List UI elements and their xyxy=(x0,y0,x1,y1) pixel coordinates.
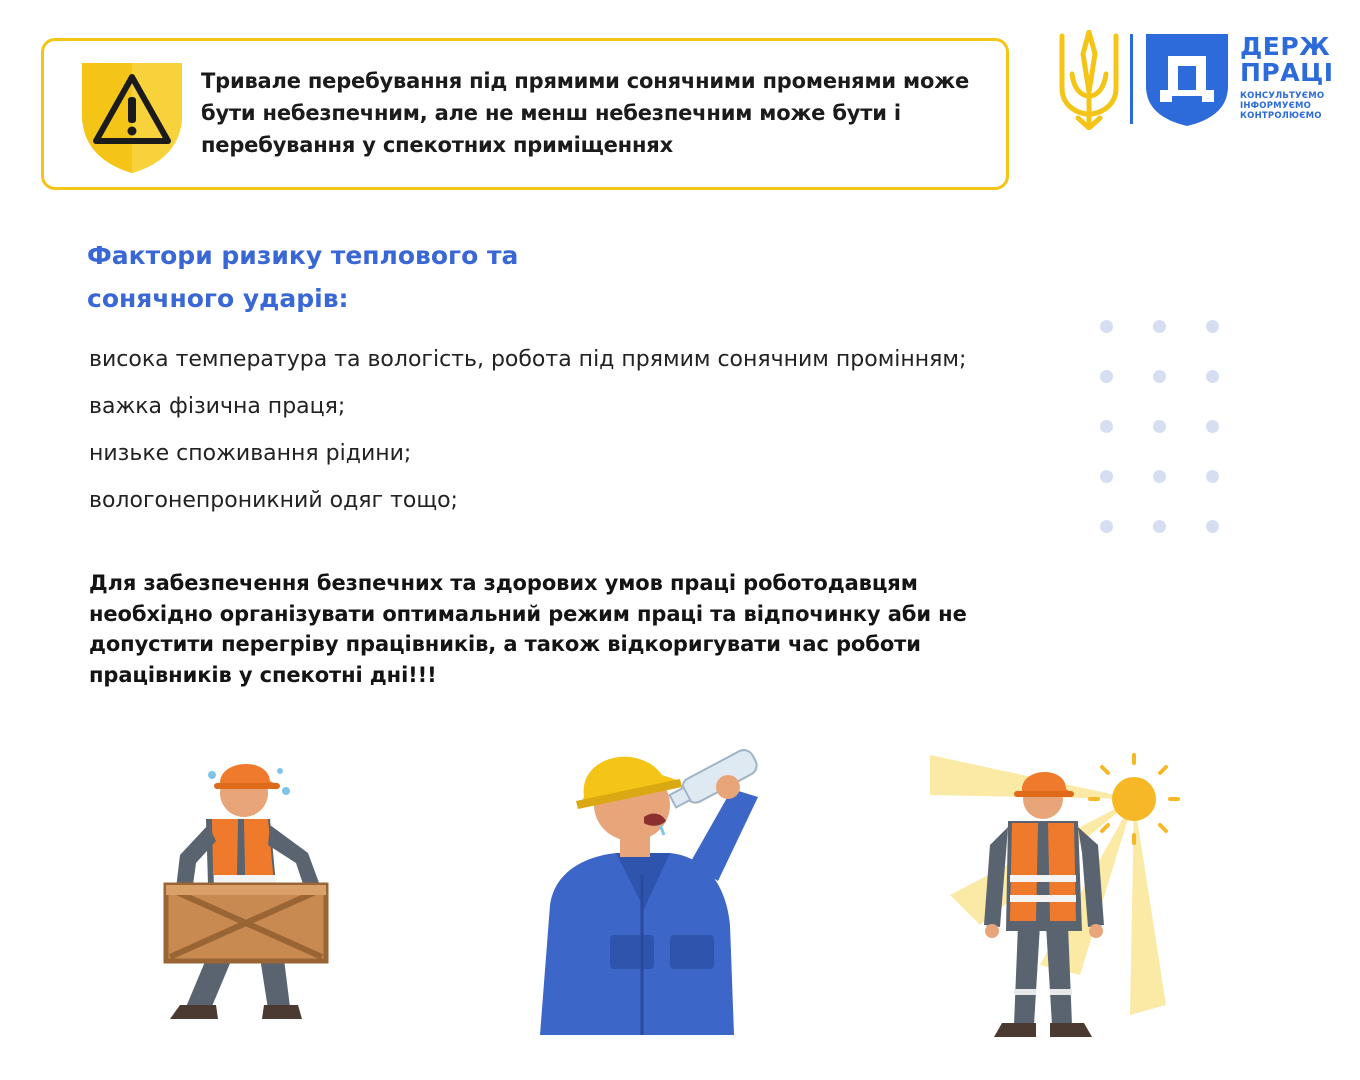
logo-tagline xyxy=(1240,91,1324,121)
decorative-dots xyxy=(1100,320,1220,534)
logo-tagline-line3: КОНТРОЛЮЄМО xyxy=(1240,111,1322,121)
list-item: вологонепроникний одяг тощо; xyxy=(89,488,458,513)
worker-carrying-box-illustration xyxy=(140,735,360,1045)
list-item: висока температура та вологість, робота під прямим сонячним промінням; xyxy=(89,347,967,372)
logo-word-line1: ДЕРЖ xyxy=(1240,32,1331,61)
warning-icon xyxy=(82,63,186,173)
list-item: низьке споживання рідини; xyxy=(89,441,412,466)
section-heading xyxy=(87,234,607,320)
logo-wordmark xyxy=(1240,34,1334,86)
worker-under-sun-illustration xyxy=(930,735,1180,1045)
heading-line1: Фактори ризику теплового та xyxy=(87,241,519,270)
risk-factors-list xyxy=(89,345,989,533)
trident-icon xyxy=(1062,32,1116,128)
heading-line2: сонячного ударів: xyxy=(87,284,349,313)
employer-advice: Для забезпечення безпечних та здорових умов праці роботодавцям необхідно організувати оптимальний режим праці та відпочинку аби не допустити перегріву працівників, а також відкоригувати час роботи працівників у спекотні дні!!! xyxy=(89,571,967,687)
logo-tagline-line2: ІНФОРМУЄМО xyxy=(1240,101,1312,111)
logo-tagline-line1: КОНСУЛЬТУЄМО xyxy=(1240,91,1325,101)
list-item: важка фізична праця; xyxy=(89,394,346,419)
logo-word-line2: ПРАЦІ xyxy=(1240,58,1334,87)
worker-drinking-water-illustration xyxy=(520,735,800,1045)
warning-text: Тривале перебування під прямими сонячними променями може бути небезпечним, але не менш небезпечним може бути і перебування у спекотних приміщеннях xyxy=(201,69,969,157)
warning-banner xyxy=(41,38,1009,190)
